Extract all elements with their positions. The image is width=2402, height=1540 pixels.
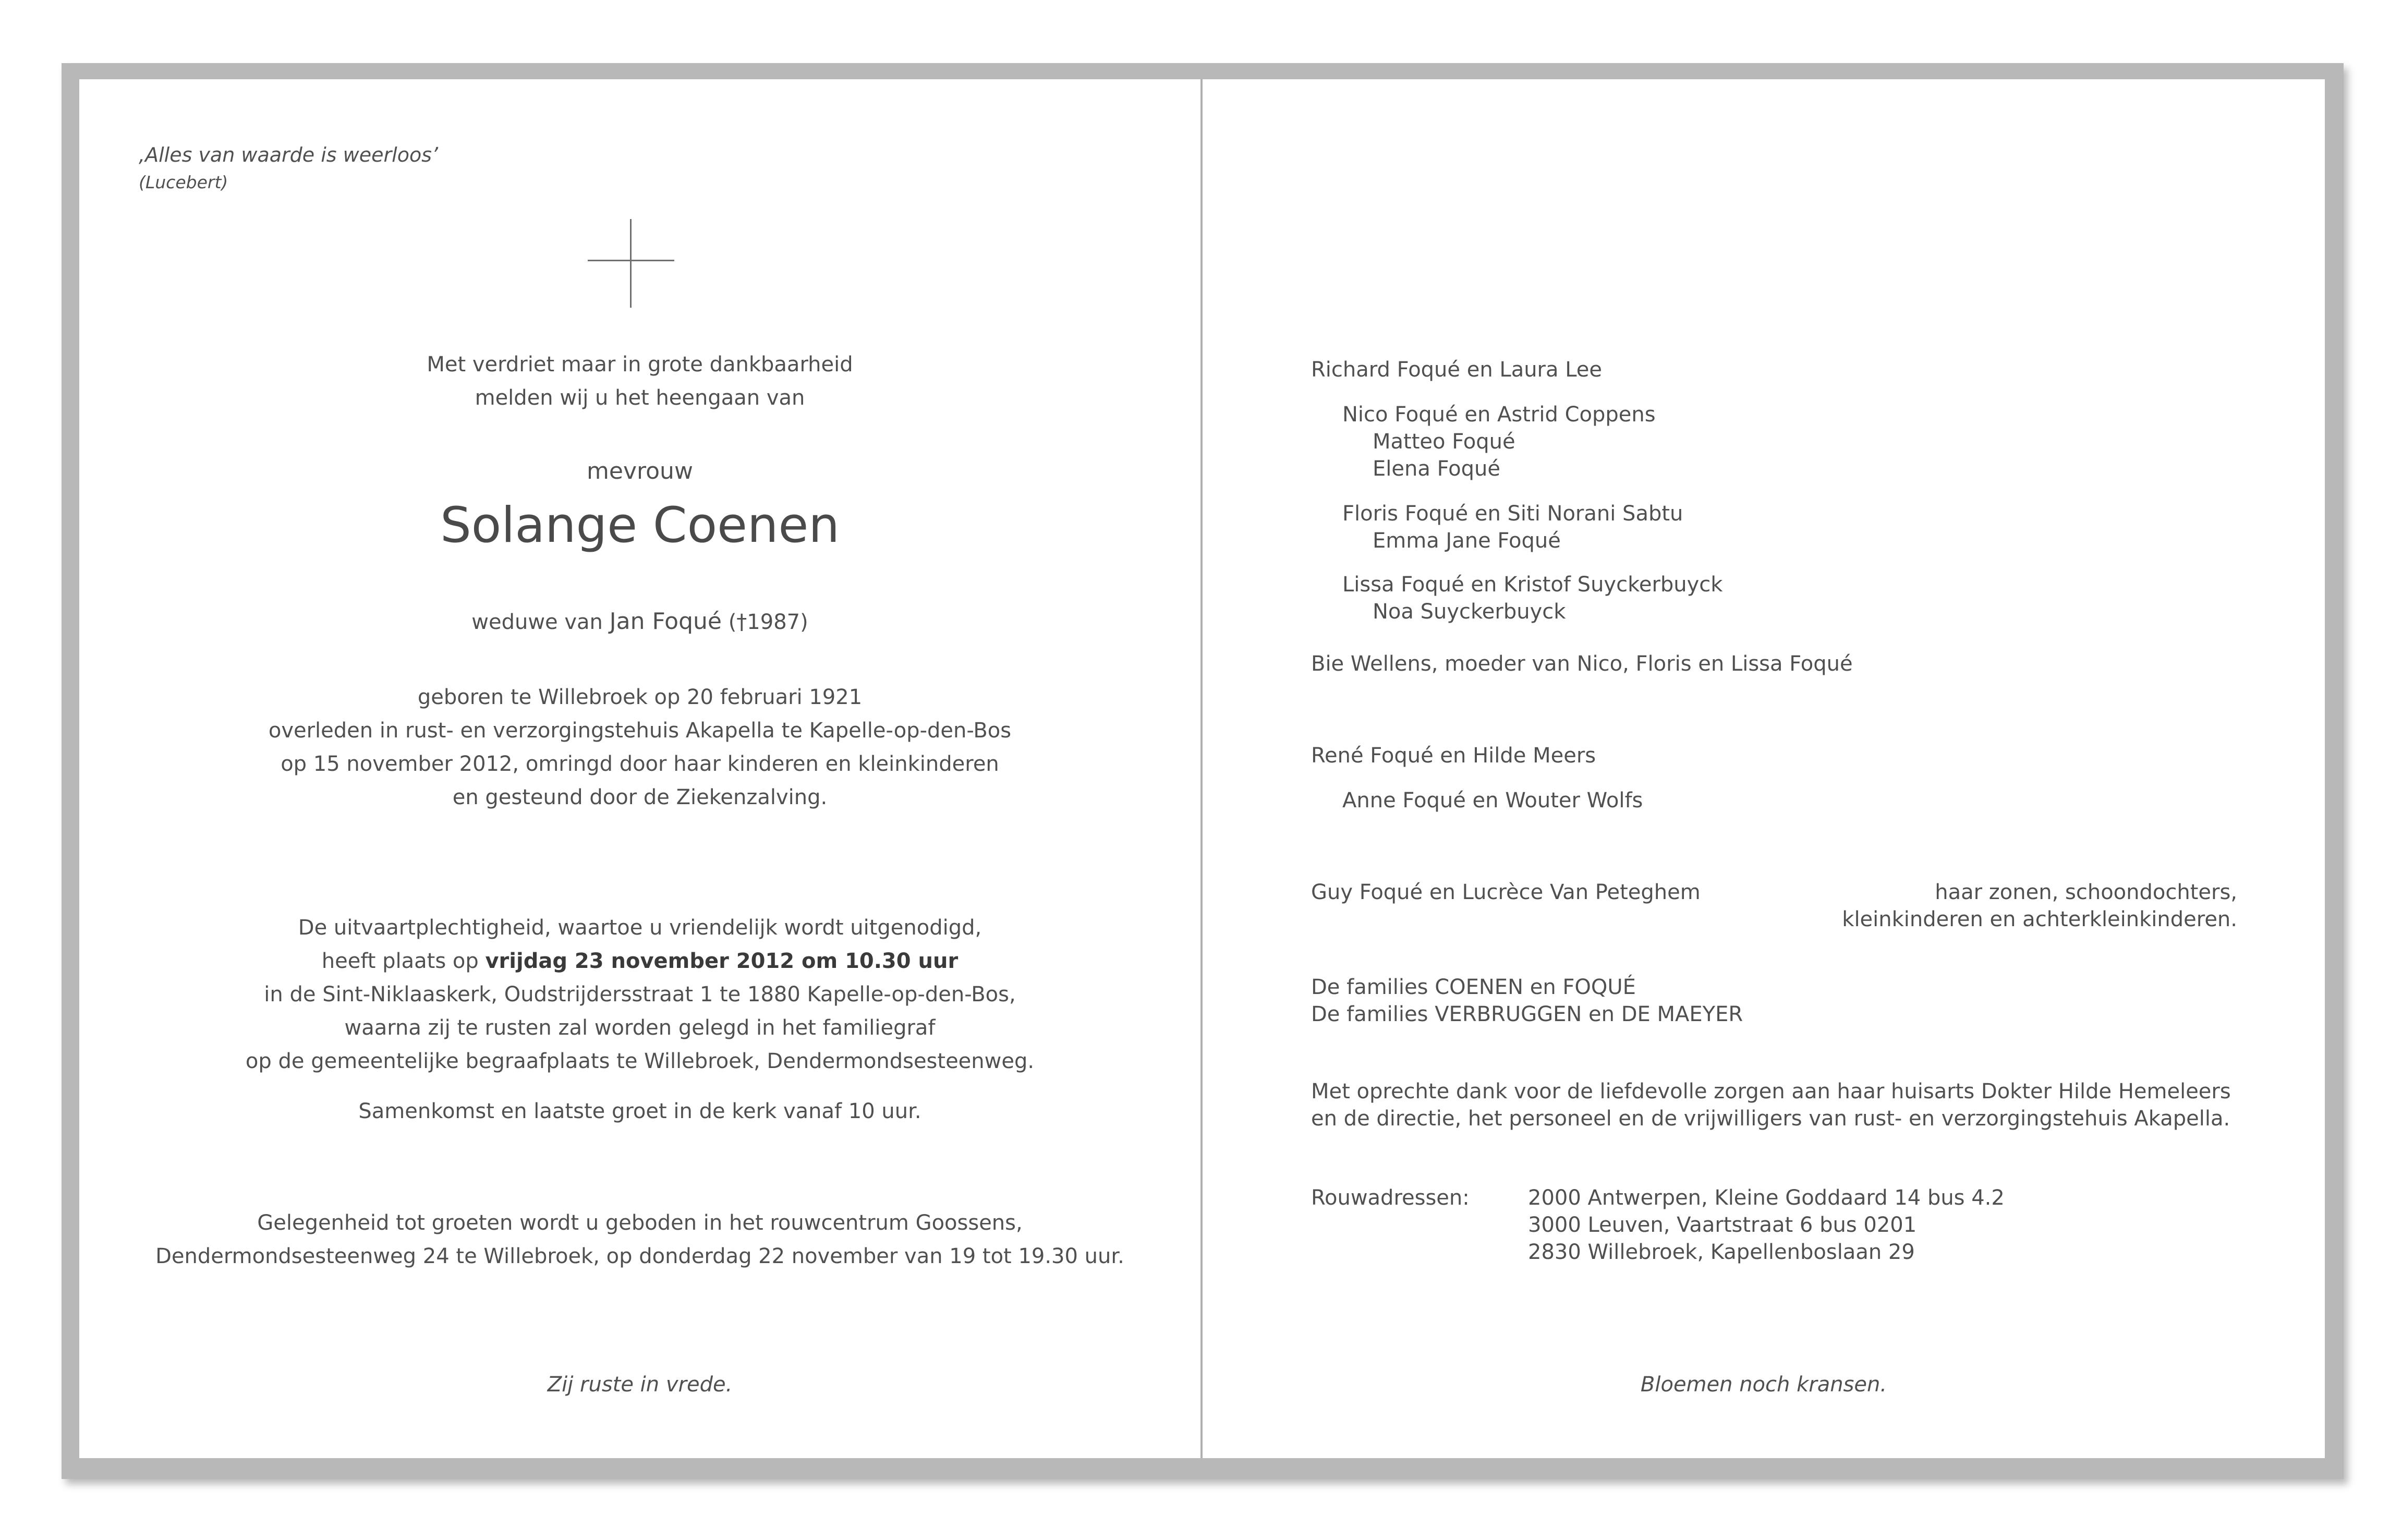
widow-prefix: weduwe van: [471, 610, 603, 634]
funeral-date: vrijdag 23 november 2012 om 10.30 uur: [485, 949, 959, 973]
family-summary: haar zonen, schoondochters,: [1935, 880, 2237, 904]
addresses-label: Rouwadressen:: [1311, 1186, 1470, 1210]
family-line: Noa Suyckerbuyck: [1373, 600, 1566, 624]
intro-line: Met verdriet maar in grote dankbaarheid: [427, 353, 853, 377]
thanks-line: Met oprechte dank voor de liefdevolle zorgen aan haar huisarts Dokter Hilde Hemeleers: [1311, 1080, 2231, 1104]
family-summary: kleinkinderen en achterkleinkinderen.: [1842, 907, 2237, 931]
memorial-card: [79, 79, 2325, 1458]
visitation-line: Gelegenheid tot groeten wordt u geboden in het rouwcentrum Goossens,: [257, 1211, 1023, 1235]
honorific: mevrouw: [587, 458, 693, 484]
family-line: René Foqué en Hilde Meers: [1311, 744, 1596, 768]
family-line: Richard Foqué en Laura Lee: [1311, 358, 1603, 382]
motto-author: (Lucebert): [139, 172, 228, 192]
families-line: De families COENEN en FOQUÉ: [1311, 975, 1636, 999]
birth-death-line: op 15 november 2012, omringd door haar kinderen en kleinkinderen: [281, 752, 999, 776]
address-line: 3000 Leuven, Vaartstraat 6 bus 0201: [1528, 1213, 1917, 1237]
family-line: Lissa Foqué en Kristof Suyckerbuyck: [1342, 573, 1723, 597]
funeral-line: in de Sint-Niklaaskerk, Oudstrijdersstraat 1 te 1880 Kapelle-op-den-Bos,: [264, 983, 1016, 1007]
family-line: Guy Foqué en Lucrèce Van Peteghem: [1311, 880, 1701, 904]
family-line: Floris Foqué en Siti Norani Sabtu: [1342, 502, 1683, 526]
family-line: Emma Jane Foqué: [1373, 529, 1561, 553]
closing-line: Bloemen noch kransen.: [1640, 1373, 1887, 1397]
birth-death-line: en gesteund door de Ziekenzalving.: [452, 785, 828, 809]
thanks-line: en de directie, het personeel en de vrijwilligers van rust- en verzorgingstehuis Akapella.: [1311, 1107, 2230, 1131]
funeral-line: [79, 947, 1200, 975]
left-page: [79, 79, 1200, 1458]
family-line: Matteo Foqué: [1373, 430, 1515, 454]
families-line: De families VERBRUGGEN en DE MAEYER: [1311, 1002, 1743, 1026]
birth-death-line: geboren te Willebroek op 20 februari 1921: [417, 685, 863, 709]
visitation-line: Dendermondsesteenweg 24 te Willebroek, op donderdag 22 november van 19 tot 19.30 uur.: [155, 1244, 1124, 1268]
funeral-line: op de gemeentelijke begraafplaats te Willebroek, Dendermondsesteenweg.: [245, 1049, 1035, 1073]
widow-line: [79, 606, 1200, 637]
birth-death-line: overleden in rust- en verzorgingstehuis Akapella te Kapelle-op-den-Bos: [268, 719, 1012, 743]
address-line: 2000 Antwerpen, Kleine Goddaard 14 bus 4.2: [1528, 1186, 2005, 1210]
family-line: Elena Foqué: [1373, 457, 1500, 481]
motto-quote: ‚Alles van waarde is weerloos’: [139, 143, 439, 166]
funeral-prefix: heeft plaats op: [321, 949, 479, 973]
family-line: Nico Foqué en Astrid Coppens: [1342, 403, 1656, 427]
spouse-years: (†1987): [728, 610, 808, 634]
closing-line: Zij ruste in vrede.: [547, 1373, 733, 1397]
funeral-line: waarna zij te rusten zal worden gelegd in het familiegraf: [344, 1016, 936, 1040]
family-line: Bie Wellens, moeder van Nico, Floris en Lissa Foqué: [1311, 652, 1853, 676]
gathering-line: Samenkomst en laatste groet in de kerk vanaf 10 uur.: [358, 1099, 921, 1123]
right-page: [1203, 79, 2325, 1458]
funeral-line: De uitvaartplechtigheid, waartoe u vriendelijk wordt uitgenodigd,: [298, 916, 982, 940]
family-line: Anne Foqué en Wouter Wolfs: [1342, 789, 1643, 813]
intro-line: melden wij u het heengaan van: [475, 386, 805, 410]
deceased-name: Solange Coenen: [440, 497, 840, 554]
cross-icon: [588, 219, 674, 308]
address-line: 2830 Willebroek, Kapellenboslaan 29: [1528, 1240, 1915, 1264]
spouse-name: Jan Foqué: [609, 608, 722, 635]
